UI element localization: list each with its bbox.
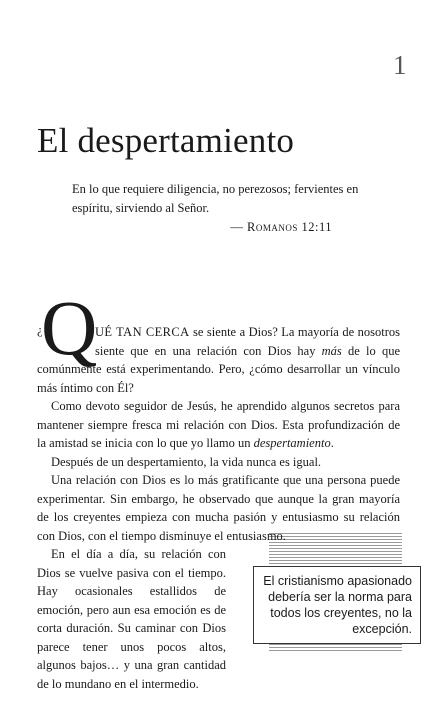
paragraph-3: Después de un despertamiento, la vida nunca es igual. (51, 454, 322, 469)
inverted-question-mark: ¿ (37, 323, 43, 337)
epigraph (72, 180, 392, 237)
paragraph-1-italic: más (321, 343, 342, 358)
paragraph-1 (37, 284, 400, 397)
chapter-number: 1 (393, 50, 407, 80)
epigraph-reference: — Romanos 12:11 (230, 220, 332, 234)
paragraph-2: Como devoto seguidor de Jesús, he aprendido algunos secretos para mantener siempre fresca mi relación con Dios. Esta profundización de la amistad se inicia con lo que yo llamo un despertamiento. (37, 399, 400, 450)
lead-caps: UÉ TAN CERCA (95, 325, 190, 339)
callout-space (234, 549, 394, 667)
drop-cap-letter: Q (41, 284, 98, 371)
paragraph-4: Una relación con Dios es lo más gratificante que una persona puede experimentar. Sin embargo, he observado que aunque la gran mayoría de los creyentes empieza con mucha pasión y entusiasmo su relación con Dios, con el tiempo disminuye el entusiasmo. (37, 473, 400, 543)
paragraph-1-text-a: se siente a Dios? La mayoría de nosotros siente que en una relación con Dios hay (95, 325, 400, 358)
paragraph-5: En el día a día, su relación con Dios se vuelve pasiva con el tiempo. Hay ocasionales estallidos de emoción, pero aun esa emoción es de corta duración. Su caminar con Dios parece tener unos pocos altos, algunos bajos… y una gran cantidad de lo mundano en el intermedio. (37, 545, 400, 693)
drop-cap (37, 284, 98, 371)
paragraph-2-italic: despertamiento (253, 436, 331, 450)
pull-quote-callout: El cristianismo apasionado debería ser la norma para todos los creyentes, no la excepción. (253, 566, 421, 644)
chapter-title: El despertamiento (37, 121, 295, 160)
epigraph-text: En lo que requiere diligencia, no perezosos; fervientes en espíritu, sirviendo al Señor. (72, 182, 359, 215)
paragraph-1-text-b: de lo que comúnmente está experimentando. Pero, ¿cómo desarrollar un vínculo más íntimo con Él? (37, 343, 400, 395)
body-text (37, 284, 400, 693)
